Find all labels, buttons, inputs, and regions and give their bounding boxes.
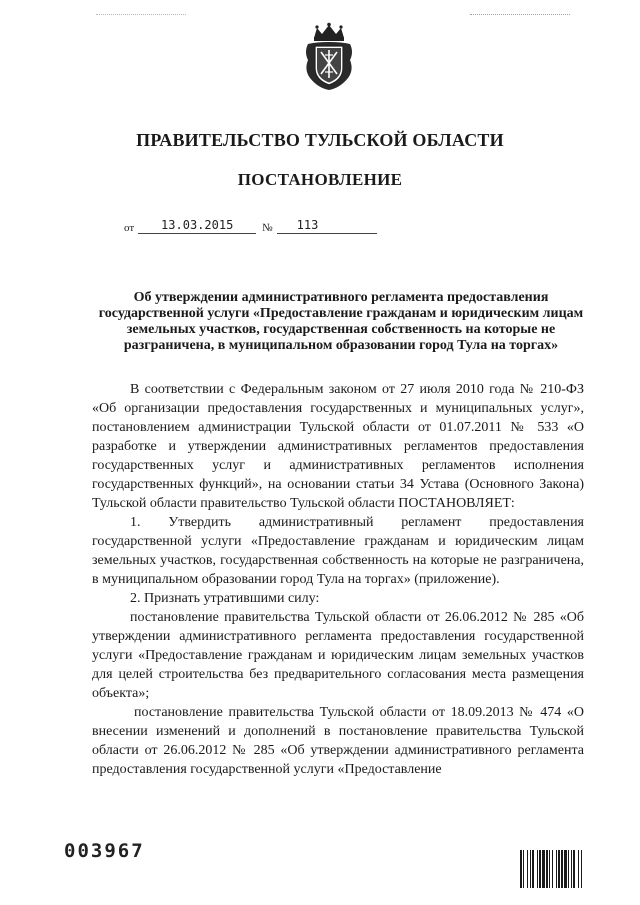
decree-date: 13.03.2015 (138, 218, 256, 234)
scan-artifact (96, 14, 186, 16)
date-label: от (124, 222, 135, 234)
decree-body (92, 380, 584, 779)
scan-artifact (470, 14, 570, 16)
paragraph-repeal-2: постановление правительства Тульской области от 18.09.2013 № 474 «О внесении изменений и дополнений в постановление правительства Тульской области от 26.06.2012 № 285 «Об утверждении административного регламента предоставления государственной услуги «Предоставление (92, 705, 584, 777)
barcode-icon (520, 850, 612, 888)
document-type: ПОСТАНОВЛЕНИЕ (237, 170, 403, 189)
number-label: № (262, 222, 273, 234)
paragraph-item-1: 1. Утвердить административный регламент предоставления государственной услуги «Предоставление гражданам и юридическим лицам земельных участков, государственная собственность на которые не разграничена, в муниципальном образовании город Тула на торгах» (приложение). (92, 515, 584, 587)
tula-coat-of-arms-icon (302, 22, 356, 92)
decree-subject: Об утверждении административного регламента предоставления государственной услуги «Предоставление гражданам и юридическим лицам земельных участков, государственная собственность на которые не разграничена, в муниципальном образовании город Тула на торгах» (98, 290, 584, 353)
decree-meta (124, 218, 377, 234)
paragraph-item-2: 2. Признать утратившими силу: (130, 591, 320, 606)
paragraph-repeal-1: постановление правительства Тульской области от 26.06.2012 № 285 «Об утверждении административного регламента предоставления государственной услуги «Предоставление гражданам и юридическим лицам земельных участков для целей строительства без предварительного согласования места размещения объекта»; (92, 610, 584, 701)
serial-number: 003967 (64, 840, 145, 862)
government-title: ПРАВИТЕЛЬСТВО ТУЛЬСКОЙ ОБЛАСТИ (136, 130, 504, 150)
decree-number: 113 (277, 218, 377, 234)
paragraph-preamble: В соответствии с Федеральным законом от 27 июля 2010 года № 210-ФЗ «Об организации предоставления государственных и муниципальных услуг», постановлением администрации Тульской области от 01.07.2011 № 533 «О разработке и утверждении административных регламентов предоставления государственных услуг и административных регламентов исполнения государственных функций», на основании статьи 34 Устава (Основного Закона) Тульской области правительство Тульской области ПОСТАНОВЛЯЕТ: (92, 382, 584, 511)
